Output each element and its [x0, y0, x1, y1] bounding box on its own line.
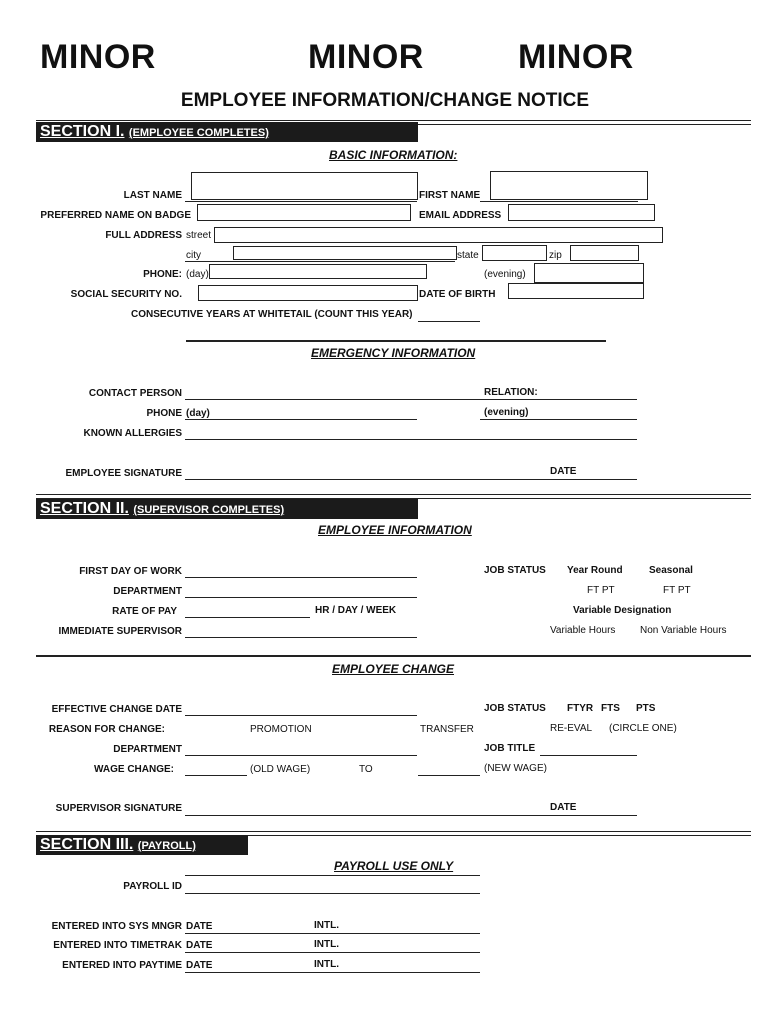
section-1-heading: SECTION I. (EMPLOYEE COMPLETES): [36, 122, 418, 142]
preferred-name-label: PREFERRED NAME ON BADGE: [40, 210, 191, 221]
timetrak-date-label: DATE: [186, 940, 213, 951]
sys-mngr-label: ENTERED INTO SYS MNGR: [51, 921, 182, 932]
phone-day-field[interactable]: [209, 264, 427, 279]
promotion-option[interactable]: PROMOTION: [250, 724, 312, 735]
department-change-field[interactable]: [185, 755, 417, 756]
emergency-phone-label: PHONE: [146, 408, 182, 419]
immediate-supervisor-field[interactable]: [185, 637, 417, 638]
supervisor-date-label: DATE: [550, 802, 577, 813]
non-variable-hours-option[interactable]: Non Variable Hours: [640, 625, 727, 636]
rate-of-pay-field[interactable]: [185, 617, 310, 618]
immediate-supervisor-label: IMMEDIATE SUPERVISOR: [58, 626, 182, 637]
last-name-label: LAST NAME: [123, 190, 182, 201]
contact-person-label: CONTACT PERSON: [88, 388, 182, 399]
email-field[interactable]: [508, 204, 655, 221]
street-field[interactable]: [214, 227, 663, 243]
supervisor-signature-label: SUPERVISOR SIGNATURE: [55, 803, 182, 814]
old-wage-label: (OLD WAGE): [250, 764, 311, 775]
to-label: TO: [359, 764, 373, 775]
city-label: city: [186, 250, 201, 261]
zip-field[interactable]: [570, 245, 639, 261]
phone-day-label: (day): [186, 269, 209, 280]
supervisor-signature-field[interactable]: [185, 815, 545, 816]
first-day-label: FIRST DAY OF WORK: [79, 566, 182, 577]
divider: [186, 340, 606, 342]
reason-label: REASON FOR CHANGE:: [48, 724, 165, 735]
pts-option[interactable]: PTS: [636, 703, 656, 714]
emergency-evening-field[interactable]: [480, 419, 637, 420]
paytime-label: ENTERED INTO PAYTIME: [62, 960, 182, 971]
state-field[interactable]: [482, 245, 547, 261]
form-title: EMPLOYEE INFORMATION/CHANGE NOTICE: [180, 90, 590, 111]
sys-mngr-date-label: DATE: [186, 921, 213, 932]
paytime-date-label: DATE: [186, 960, 213, 971]
fts-option[interactable]: FTS: [601, 703, 620, 714]
sys-mngr-field[interactable]: [185, 933, 480, 934]
sys-mngr-intl-label: INTL.: [314, 920, 339, 931]
phone-evening-field[interactable]: [534, 263, 644, 283]
new-wage-field[interactable]: [418, 775, 480, 776]
emergency-day-field[interactable]: [185, 419, 417, 420]
job-status-change-label: JOB STATUS: [484, 703, 546, 714]
rate-units-options[interactable]: HR / DAY / WEEK: [315, 605, 397, 616]
dob-label: DATE OF BIRTH: [419, 289, 496, 300]
payroll-id-label: PAYROLL ID: [123, 881, 182, 892]
phone-label: PHONE:: [143, 269, 182, 280]
section-2-heading: SECTION II. (SUPERVISOR COMPLETES): [36, 499, 418, 519]
effective-date-field[interactable]: [185, 715, 417, 716]
employee-info-title: EMPLOYEE INFORMATION: [318, 523, 472, 537]
zip-label: zip: [549, 250, 562, 261]
first-name-field[interactable]: [490, 171, 648, 200]
consecutive-years-field[interactable]: [418, 321, 480, 322]
contact-person-field[interactable]: [185, 399, 637, 400]
minor-label-2: MINOR: [308, 38, 424, 76]
underline: [480, 201, 638, 202]
emergency-day-label: (day): [186, 408, 210, 419]
emergency-evening-label: (evening): [484, 407, 529, 418]
full-address-label: FULL ADDRESS: [105, 230, 182, 241]
supervisor-date-field[interactable]: [545, 815, 637, 816]
year-round-option[interactable]: Year Round: [567, 565, 623, 576]
job-title-label: JOB TITLE: [484, 743, 536, 754]
payroll-title: PAYROLL USE ONLY: [334, 859, 454, 873]
employee-date-label: DATE: [550, 466, 577, 477]
emergency-info-title: EMERGENCY INFORMATION: [311, 346, 476, 360]
ftyr-option[interactable]: FTYR: [567, 703, 594, 714]
timetrak-field[interactable]: [185, 952, 480, 953]
underline: [185, 201, 417, 202]
paytime-intl-label: INTL.: [314, 959, 339, 970]
department-label: DEPARTMENT: [113, 586, 182, 597]
department-change-label: DEPARTMENT: [113, 744, 182, 755]
circle-one-note: (CIRCLE ONE): [609, 723, 677, 734]
street-label: street: [186, 230, 212, 241]
employee-signature-field[interactable]: [185, 479, 545, 480]
payroll-id-field[interactable]: [185, 893, 480, 894]
job-status-label: JOB STATUS: [484, 565, 546, 576]
email-label: EMAIL ADDRESS: [419, 210, 502, 221]
state-label: state: [457, 250, 479, 261]
old-wage-field[interactable]: [185, 775, 247, 776]
basic-info-title: BASIC INFORMATION:: [329, 148, 458, 162]
preferred-name-field[interactable]: [197, 204, 411, 221]
ssn-label: SOCIAL SECURITY NO.: [70, 289, 182, 300]
paytime-field[interactable]: [185, 972, 480, 973]
first-name-label: FIRST NAME: [419, 190, 481, 201]
variable-hours-option[interactable]: Variable Hours: [550, 625, 616, 636]
transfer-option[interactable]: TRANSFER: [420, 724, 474, 735]
effective-date-label: EFFECTIVE CHANGE DATE: [51, 704, 182, 715]
ft-pt-option-1[interactable]: FT PT: [587, 585, 615, 596]
department-field[interactable]: [185, 597, 417, 598]
employee-signature-label: EMPLOYEE SIGNATURE: [65, 468, 182, 479]
seasonal-option[interactable]: Seasonal: [649, 565, 693, 576]
job-title-field[interactable]: [540, 755, 637, 756]
last-name-field[interactable]: [191, 172, 418, 200]
consecutive-years-label: CONSECUTIVE YEARS AT WHITETAIL (COUNT THIS YEAR): [131, 309, 413, 320]
city-field[interactable]: [233, 246, 457, 260]
minor-label-3: MINOR: [518, 38, 634, 76]
underline: [185, 875, 480, 876]
employee-date-field[interactable]: [545, 479, 637, 480]
new-wage-label: (NEW WAGE): [484, 763, 547, 774]
timetrak-intl-label: INTL.: [314, 939, 339, 950]
phone-evening-label: (evening): [484, 269, 526, 280]
underline: [185, 261, 455, 262]
divider: [36, 655, 751, 657]
rate-of-pay-label: RATE OF PAY: [112, 606, 177, 617]
ssn-field[interactable]: [198, 285, 418, 301]
relation-label: RELATION:: [484, 387, 538, 398]
allergies-label: KNOWN ALLERGIES: [83, 428, 182, 439]
employee-change-title: EMPLOYEE CHANGE: [332, 662, 455, 676]
re-eval-option[interactable]: RE-EVAL: [550, 723, 593, 734]
dob-field[interactable]: [508, 283, 644, 299]
first-day-field[interactable]: [185, 577, 417, 578]
variable-designation-label: Variable Designation: [573, 605, 672, 616]
section-3-heading: SECTION III. (PAYROLL): [36, 835, 248, 855]
minor-label-1: MINOR: [40, 38, 156, 76]
timetrak-label: ENTERED INTO TIMETRAK: [53, 940, 182, 951]
ft-pt-option-2[interactable]: FT PT: [663, 585, 691, 596]
wage-change-label: WAGE CHANGE:: [94, 764, 174, 775]
allergies-field[interactable]: [185, 439, 637, 440]
